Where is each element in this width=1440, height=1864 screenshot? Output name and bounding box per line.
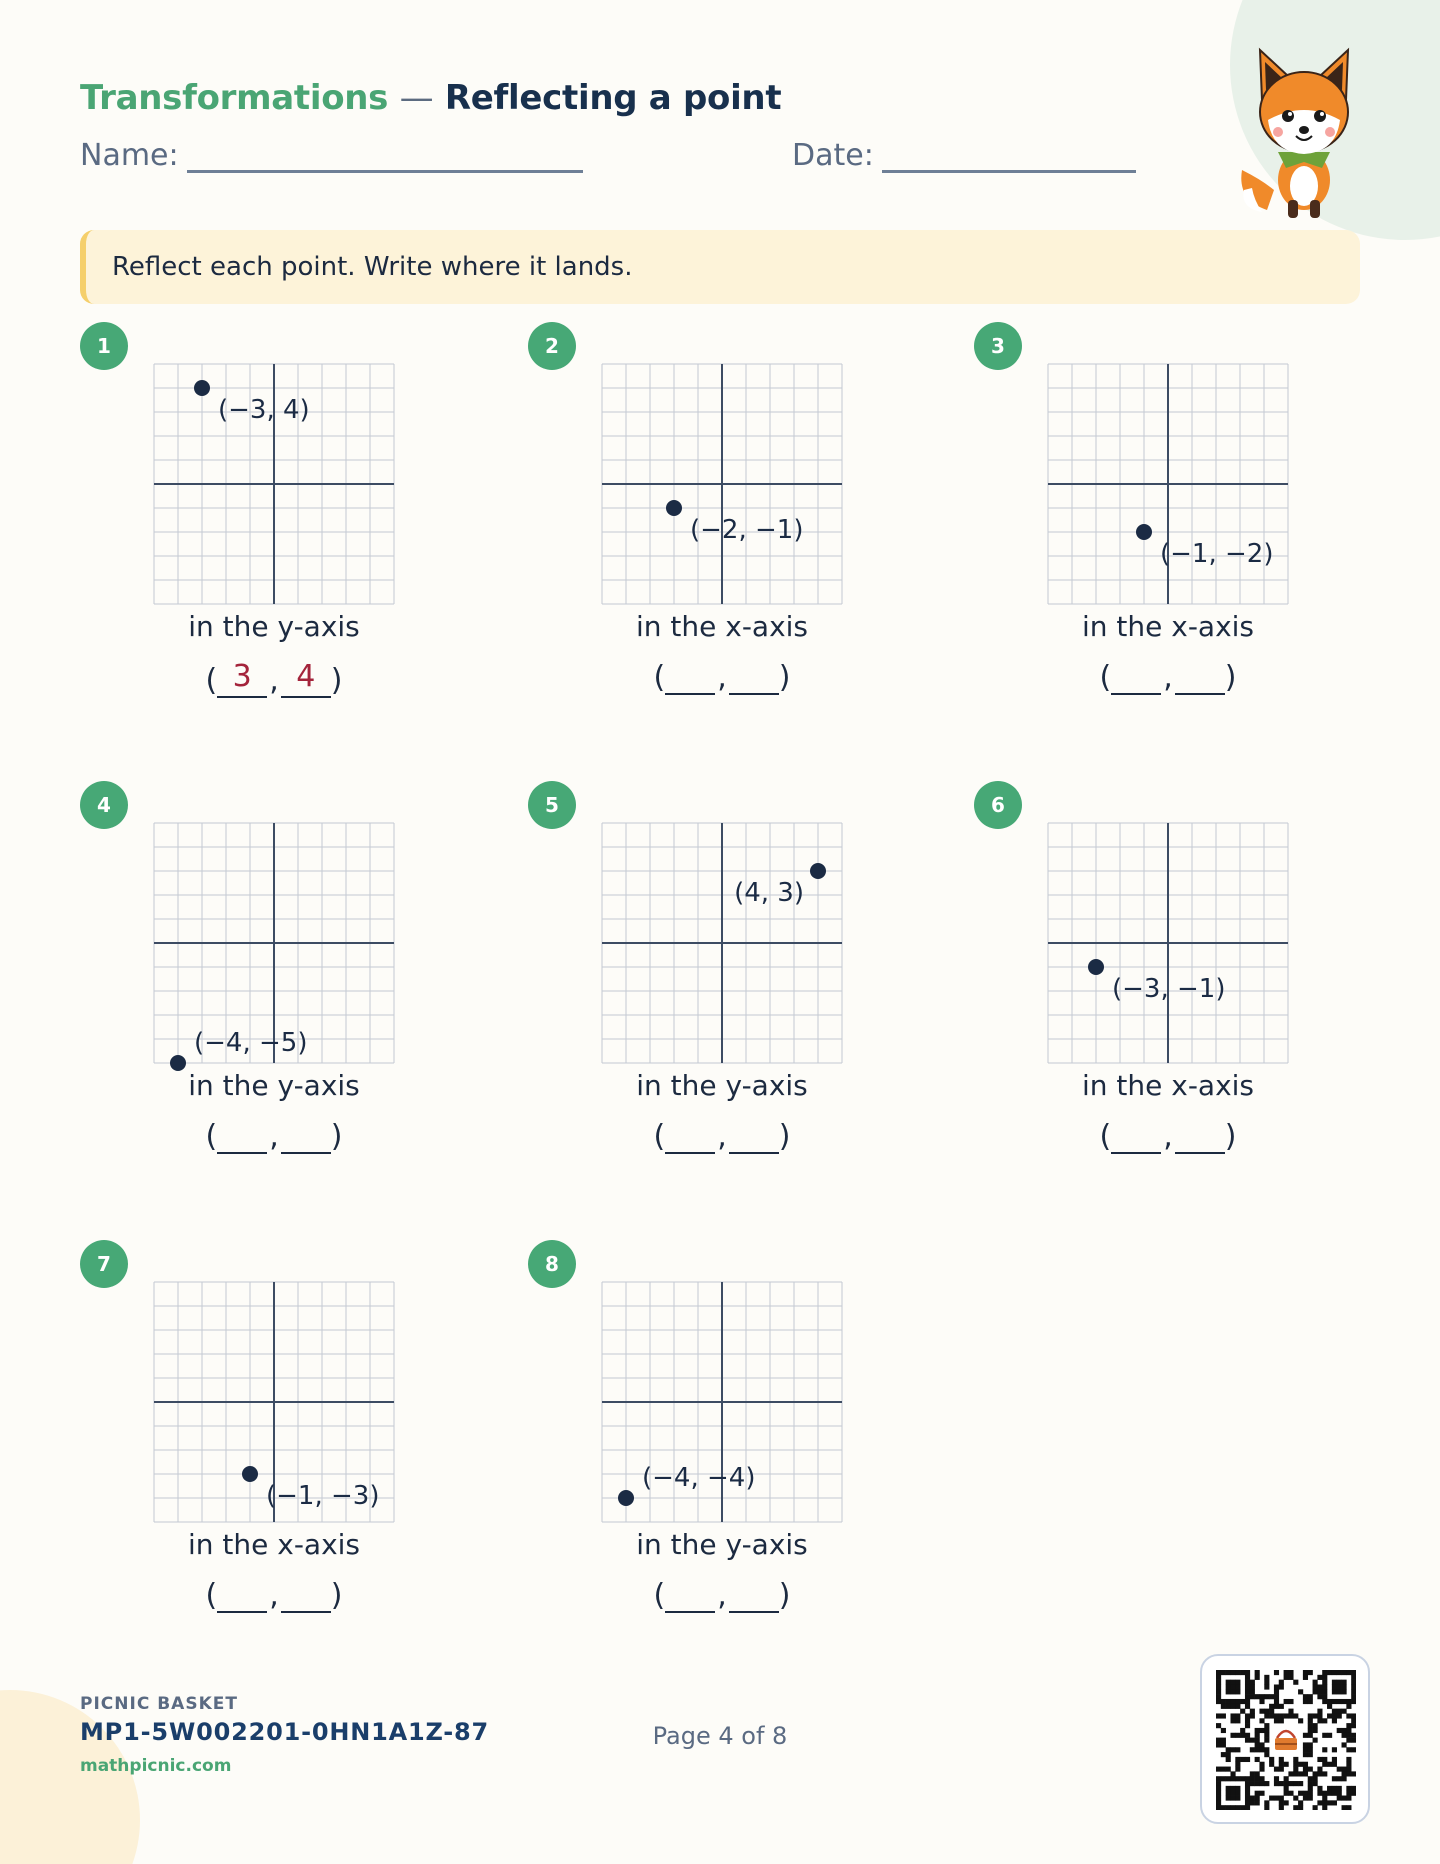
- coordinate-grid: [1048, 823, 1288, 1063]
- point-label: (−1, −3): [266, 1481, 380, 1511]
- answer-row: [154, 1119, 394, 1154]
- answer-comma: ,: [1163, 1119, 1173, 1154]
- answer-x-blank[interactable]: [665, 1583, 715, 1613]
- problem-number-badge: 4: [80, 781, 128, 829]
- plotted-point: [810, 863, 826, 879]
- open-paren: (: [653, 660, 666, 695]
- answer-comma: ,: [717, 660, 727, 695]
- close-paren: ): [778, 1119, 791, 1154]
- answer-comma: ,: [269, 1119, 279, 1154]
- answer-row: [602, 1119, 842, 1154]
- point-label: (−3, −1): [1112, 974, 1226, 1004]
- answer-y-blank[interactable]: [281, 1583, 331, 1613]
- reflection-axis-label: in the y-axis: [188, 1069, 360, 1102]
- coordinate-grid: [602, 364, 842, 604]
- worksheet-code: MP1-5W002201-0HN1A1Z-87: [80, 1718, 490, 1746]
- answer-row: [1048, 660, 1288, 695]
- coordinate-grid: [602, 823, 842, 1063]
- fox-mascot-icon: [1232, 40, 1372, 220]
- open-paren: (: [1099, 1119, 1112, 1154]
- answer-comma: ,: [269, 663, 279, 698]
- problem-number-badge: 5: [528, 781, 576, 829]
- plotted-point: [1136, 524, 1152, 540]
- picnic-basket-icon: [1272, 1726, 1300, 1754]
- close-paren: ): [778, 1578, 791, 1613]
- answer-y-blank[interactable]: [1175, 665, 1225, 695]
- answer-comma: ,: [269, 1578, 279, 1613]
- problem-number-badge: 7: [80, 1240, 128, 1288]
- problem-number-badge: 3: [974, 322, 1022, 370]
- answer-row: [154, 1578, 394, 1613]
- coordinate-grid: [154, 823, 394, 1063]
- problem-card: [528, 1240, 948, 1660]
- qr-code-frame[interactable]: [1200, 1654, 1370, 1824]
- answer-row: [602, 660, 842, 695]
- coordinate-grid: [154, 1282, 394, 1522]
- point-label: (−4, −5): [194, 1028, 308, 1058]
- open-paren: (: [1099, 660, 1112, 695]
- open-paren: (: [205, 1119, 218, 1154]
- point-label: (4, 3): [734, 878, 804, 908]
- plotted-point: [194, 380, 210, 396]
- answer-x-blank[interactable]: [665, 1124, 715, 1154]
- plotted-point: [1088, 959, 1104, 975]
- answer-x-blank[interactable]: [665, 665, 715, 695]
- problem-number-badge: 6: [974, 781, 1022, 829]
- qr-code-icon: [1216, 1670, 1356, 1810]
- page-number: Page 4 of 8: [652, 1722, 788, 1750]
- problem-number-badge: 2: [528, 322, 576, 370]
- point-label: (−4, −4): [642, 1463, 756, 1493]
- page-title: [80, 78, 781, 118]
- point-label: (−3, 4): [218, 395, 310, 425]
- reflection-axis-label: in the y-axis: [636, 1069, 808, 1102]
- open-paren: (: [205, 663, 218, 698]
- answer-y-blank[interactable]: [729, 1583, 779, 1613]
- point-label: (−2, −1): [690, 515, 804, 545]
- answer-x-blank[interactable]: [1111, 1124, 1161, 1154]
- problem-card: [80, 322, 500, 742]
- close-paren: ): [1224, 1119, 1237, 1154]
- plotted-point: [618, 1490, 634, 1506]
- reflection-axis-label: in the x-axis: [1081, 1069, 1255, 1102]
- close-paren: ): [330, 1578, 343, 1613]
- answer-y-blank[interactable]: [729, 1124, 779, 1154]
- instruction-box: [80, 230, 1360, 304]
- problem-card: [80, 1240, 500, 1660]
- date-input-line[interactable]: [882, 145, 1136, 173]
- answer-x-blank[interactable]: [217, 1583, 267, 1613]
- date-label: Date:: [792, 138, 874, 173]
- answer-y-blank[interactable]: [729, 665, 779, 695]
- close-paren: ): [778, 660, 791, 695]
- answer-x-blank[interactable]: [1111, 665, 1161, 695]
- open-paren: (: [653, 1578, 666, 1613]
- close-paren: ): [330, 1119, 343, 1154]
- answer-y-blank[interactable]: 4: [281, 660, 331, 698]
- name-label: Name:: [80, 138, 179, 173]
- problem-card: [528, 322, 948, 742]
- answer-comma: ,: [1163, 660, 1173, 695]
- reflection-axis-label: in the y-axis: [188, 610, 360, 643]
- answer-x-blank[interactable]: 3: [217, 660, 267, 698]
- answer-y-blank[interactable]: [1175, 1124, 1225, 1154]
- problem-number-badge: 8: [528, 1240, 576, 1288]
- problem-card: [80, 781, 500, 1201]
- answer-x-blank[interactable]: [217, 1124, 267, 1154]
- footer-brand: PICNIC BASKET: [80, 1694, 238, 1714]
- title-topic: Transformations: [80, 78, 389, 118]
- title-subject: Reflecting a point: [444, 78, 782, 118]
- open-paren: (: [205, 1578, 218, 1613]
- plotted-point: [242, 1466, 258, 1482]
- close-paren: ): [1224, 660, 1237, 695]
- site-link[interactable]: mathpicnic.com: [80, 1756, 232, 1776]
- name-field: [80, 138, 583, 173]
- reflection-axis-label: in the x-axis: [1081, 610, 1255, 643]
- problem-card: [974, 322, 1394, 742]
- answer-comma: ,: [717, 1119, 727, 1154]
- coordinate-grid: [1048, 364, 1288, 604]
- instruction-text: Reflect each point. Write where it lands.: [112, 252, 633, 282]
- answer-row: [154, 660, 394, 698]
- open-paren: (: [653, 1119, 666, 1154]
- coordinate-grid: [602, 1282, 842, 1522]
- name-input-line[interactable]: [187, 145, 583, 173]
- reflection-axis-label: in the x-axis: [635, 610, 809, 643]
- point-label: (−1, −2): [1160, 539, 1274, 569]
- plotted-point: [666, 500, 682, 516]
- answer-row: [1048, 1119, 1288, 1154]
- close-paren: ): [330, 663, 343, 698]
- coordinate-grid: [154, 364, 394, 604]
- problem-card: [528, 781, 948, 1201]
- decorative-corner-blob: [0, 1690, 140, 1864]
- reflection-axis-label: in the y-axis: [636, 1528, 808, 1561]
- title-separator: —: [399, 78, 434, 118]
- answer-y-blank[interactable]: [281, 1124, 331, 1154]
- problem-card: [974, 781, 1394, 1201]
- date-field: [792, 138, 1136, 173]
- reflection-axis-label: in the x-axis: [187, 1528, 361, 1561]
- answer-row: [602, 1578, 842, 1613]
- answer-comma: ,: [717, 1578, 727, 1613]
- problem-number-badge: 1: [80, 322, 128, 370]
